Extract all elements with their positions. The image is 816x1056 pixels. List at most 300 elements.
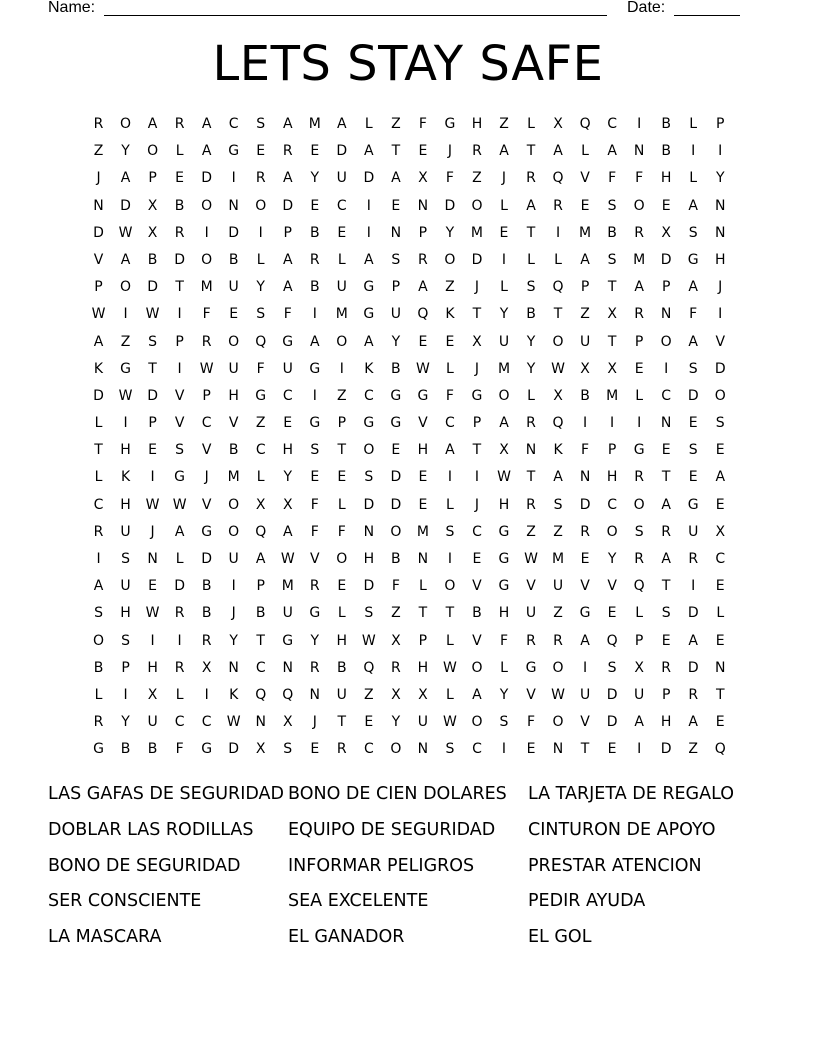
grid-letter: I [177,360,182,377]
grid-letter: I [123,306,128,323]
grid-letter: S [256,306,266,323]
grid-letter: L [554,251,562,268]
grid-letter: A [499,143,509,160]
grid-letter: M [633,251,646,268]
grid-letter: Z [364,686,374,703]
grid-letter: R [174,659,185,676]
grid-letter: I [637,415,642,432]
grid-letter: D [444,197,456,214]
grid-letter: S [445,741,455,758]
grid-letter: F [202,306,211,323]
grid-letter: D [687,605,699,622]
grid-letter: W [524,551,538,567]
grid-letter: I [150,632,155,649]
grid-letter: E [607,741,617,758]
grid-letter: O [471,197,483,214]
grid-letter: T [607,279,617,296]
grid-letter: O [714,387,726,404]
grid-letter: T [256,632,265,649]
grid-letter: E [661,442,671,459]
grid-letter: N [390,224,402,241]
grid-letter: W [91,306,106,323]
grid-letter: G [282,632,294,649]
grid-letter: J [474,360,480,377]
grid-letter: W [145,306,160,323]
grid-letter: C [201,415,212,432]
grid-letter: Z [337,387,347,404]
grid-letter: Q [282,686,294,703]
grid-letter: A [364,143,374,160]
grid-letter: U [552,578,564,595]
grid-letter: G [471,387,483,404]
grid-letter: U [282,605,293,622]
word-list-item: CINTURON DE APOYO [528,819,716,840]
grid-letter: I [123,415,128,432]
grid-letter: E [175,170,185,187]
grid-letter: T [472,442,482,459]
grid-letter: O [471,714,483,731]
grid-letter: X [147,686,158,703]
grid-letter: R [580,523,590,540]
grid-letter: J [447,143,452,160]
grid-letter: I [312,387,317,404]
grid-letter: R [255,170,266,187]
grid-letter: I [177,632,182,649]
grid-letter: R [526,496,536,513]
grid-letter: R [472,143,482,160]
grid-letter: Y [229,632,238,649]
grid-letter: S [553,496,563,513]
grid-letter: B [391,551,401,567]
grid-letter: A [282,251,293,268]
grid-letter: D [228,741,240,758]
grid-letter: B [472,605,482,622]
name-field-line[interactable] [104,15,607,16]
grid-letter: P [175,333,184,350]
word-list [48,777,768,956]
grid-letter: I [637,116,642,132]
grid-letter: W [443,714,457,731]
grid-letter: R [634,224,644,241]
grid-letter: K [445,306,455,323]
grid-letter: I [366,224,371,241]
grid-letter: T [391,143,401,160]
grid-letter: I [447,469,452,486]
grid-letter: A [309,333,320,350]
grid-letter: Q [255,686,267,703]
grid-letter: V [580,714,590,731]
grid-letter: C [336,197,347,214]
grid-letter: Z [553,523,563,540]
grid-letter: A [499,415,509,432]
grid-letter: O [120,116,132,132]
grid-letter: M [470,224,483,241]
grid-letter: G [255,387,267,404]
grid-letter: R [661,659,672,676]
grid-letter: P [337,415,347,432]
grid-letter: Y [121,714,130,731]
grid-row [85,329,734,356]
grid-letter: W [280,551,295,567]
grid-letter: X [607,306,617,323]
grid-letter: N [417,741,429,758]
grid-letter: R [309,578,320,595]
grid-letter: E [418,143,428,160]
grid-letter: A [364,251,374,268]
grid-letter: M [606,387,619,404]
grid-row [85,111,734,138]
grid-letter: E [688,469,698,486]
grid-letter: I [583,415,588,432]
grid-letter: D [471,251,483,268]
grid-letter: B [201,578,212,595]
grid-letter: C [661,387,672,404]
grid-letter: C [607,496,617,513]
grid-letter: G [498,523,510,540]
grid-letter: S [364,469,374,486]
date-field-line[interactable] [674,15,740,16]
grid-letter: D [147,387,158,404]
grid-letter: U [634,686,645,703]
grid-letter: B [661,116,671,132]
grid-letter: P [391,279,401,296]
grid-letter: A [688,714,698,731]
grid-letter: E [715,578,725,595]
grid-letter: F [175,741,184,758]
grid-letter: Q [255,333,267,350]
grid-letter: N [93,197,104,214]
grid-letter: I [691,578,696,595]
grid-letter: L [94,469,103,486]
grid-letter: B [228,251,239,268]
grid-letter: R [688,686,699,703]
grid-letter: E [337,469,347,486]
grid-letter: X [553,387,563,404]
grid-letter: M [200,279,213,296]
grid-letter: N [147,551,158,567]
grid-letter: N [417,551,429,567]
grid-letter: Y [391,714,401,731]
grid-letter: E [526,741,536,758]
grid-letter: A [93,578,104,595]
word-list-item: LA TARJETA DE REGALO [528,784,734,804]
grid-letter: M [497,360,511,377]
grid-letter: G [174,469,186,486]
grid-letter: M [552,551,565,567]
grid-letter: G [309,360,321,377]
grid-row [85,655,734,682]
grid-letter: L [500,659,508,676]
grid-letter: Y [283,469,293,486]
grid-letter: T [472,306,482,323]
grid-letter: U [147,714,158,731]
grid-letter: W [497,469,511,486]
grid-letter: U [228,551,239,567]
grid-letter: E [148,442,157,459]
grid-row [85,410,734,437]
grid-letter: R [309,251,320,268]
grid-letter: I [177,306,182,323]
grid-letter: A [201,143,212,160]
grid-letter: N [660,415,672,432]
grid-letter: U [579,686,591,703]
grid-letter: A [634,279,644,296]
grid-letter: J [501,170,507,187]
grid-letter: H [660,714,672,731]
grid-letter: L [527,387,535,404]
grid-letter: N [714,197,726,214]
grid-letter: I [339,360,344,377]
grid-letter: L [446,632,454,649]
grid-letter: U [579,333,591,350]
grid-letter: T [94,442,103,459]
grid-letter: W [118,387,133,404]
grid-letter: A [255,551,266,567]
grid-letter: R [526,632,536,649]
grid-letter: F [256,360,265,377]
grid-row [85,573,734,600]
grid-letter: V [174,387,185,404]
grid-row [85,628,734,655]
grid-letter: A [688,279,698,296]
grid-letter: S [607,659,617,676]
word-list-item: DOBLAR LAS RODILLAS [48,819,254,840]
grid-letter: H [228,387,239,404]
grid-letter: S [310,442,320,459]
grid-letter: A [445,442,455,459]
grid-letter: Z [580,306,590,323]
grid-letter: R [634,469,644,486]
grid-letter: D [174,578,185,595]
grid-row [85,220,734,247]
grid-letter: B [580,387,590,404]
grid-letter: E [580,551,590,567]
grid-letter: Q [714,741,726,758]
grid-letter: O [228,333,240,350]
grid-letter: E [256,143,266,160]
grid-letter: R [336,741,347,758]
grid-letter: G [93,741,104,758]
grid-letter: L [175,143,184,160]
grid-letter: I [204,686,209,703]
grid-letter: X [580,360,590,377]
grid-row [85,356,734,383]
grid-letter: H [417,659,429,676]
grid-letter: W [551,686,565,703]
grid-letter: L [500,279,508,296]
grid-letter: A [147,116,158,132]
grid-letter: L [635,605,644,622]
grid-row [85,383,734,410]
word-list-item: EL GOL [528,927,592,948]
grid-letter: E [148,578,157,595]
grid-letter: H [606,469,618,486]
grid-letter: A [282,116,293,132]
grid-letter: O [471,659,483,676]
grid-letter: A [661,551,671,567]
grid-letter: N [417,197,429,214]
grid-letter: E [310,741,320,758]
grid-letter: B [526,306,536,323]
grid-letter: J [231,605,236,622]
grid-letter: K [364,360,374,377]
grid-letter: O [633,496,645,513]
grid-letter: R [174,605,185,622]
grid-letter: R [174,116,185,132]
grid-letter: T [715,686,725,703]
grid-letter: H [498,496,510,513]
grid-letter: X [418,686,428,703]
grid-letter: F [283,306,292,323]
grid-letter: S [148,333,158,350]
grid-letter: N [255,714,266,731]
grid-letter: G [390,387,402,404]
grid-letter: Y [391,333,401,350]
grid-letter: P [580,279,590,296]
grid-letter: L [337,496,346,513]
grid-letter: G [525,659,537,676]
grid-letter: I [96,551,101,567]
grid-letter: C [607,116,617,132]
grid-letter: H [363,551,375,567]
grid-letter: E [715,442,725,459]
grid-letter: I [474,469,480,486]
grid-letter: V [418,415,428,432]
grid-letter: U [688,523,699,540]
grid-letter: V [174,415,185,432]
grid-letter: H [120,605,131,622]
grid-letter: O [552,659,564,676]
grid-letter: O [444,251,456,268]
grid-letter: A [715,469,726,486]
grid-letter: T [148,360,157,377]
grid-letter: E [283,415,293,432]
grid-letter: P [418,632,428,649]
grid-letter: D [336,143,348,160]
grid-letter: C [255,442,266,459]
grid-letter: E [688,415,698,432]
grid-letter: X [391,686,401,703]
date-label: Date: [627,0,666,16]
grid-letter: T [661,578,671,595]
grid-letter: U [498,333,510,350]
word-list-item: BONO DE CIEN DOLARES [288,784,507,804]
grid-letter: R [93,523,104,540]
grid-letter: F [391,578,400,595]
grid-letter: X [147,197,158,214]
grid-letter: U [336,686,347,703]
grid-letter: G [579,605,591,622]
grid-letter: R [661,523,672,540]
grid-letter: G [633,442,645,459]
grid-letter: W [199,360,214,377]
grid-letter: X [715,523,726,540]
grid-letter: D [390,496,402,513]
grid-letter: L [635,387,644,404]
grid-letter: J [312,714,317,731]
grid-letter: B [336,659,347,676]
grid-letter: T [175,279,184,296]
grid-letter: A [174,523,185,540]
grid-letter: P [202,387,211,404]
word-list-item: LAS GAFAS DE SEGURIDAD [48,784,284,804]
grid-letter: Z [445,279,455,296]
word-list-item: BONO DE SEGURIDAD [48,855,241,876]
grid-letter: G [498,578,510,595]
grid-letter: V [472,578,482,595]
grid-letter: R [634,551,644,567]
grid-letter: F [337,523,346,540]
grid-letter: O [255,197,267,214]
grid-letter: B [607,224,617,241]
grid-letter: N [552,741,564,758]
grid-letter: Q [552,279,564,296]
grid-letter: A [472,686,482,703]
grid-letter: B [120,741,131,758]
grid-letter: D [201,551,213,567]
grid-letter: O [93,632,105,649]
grid-letter: O [336,551,348,567]
grid-letter: C [174,714,185,731]
grid-letter: I [555,224,561,241]
grid-letter: O [606,523,618,540]
grid-letter: O [498,387,510,404]
grid-letter: W [415,360,430,377]
grid-letter: A [634,714,644,731]
grid-letter: B [93,659,104,676]
grid-letter: Q [363,659,375,676]
grid-letter: Y [607,551,617,567]
grid-letter: L [364,116,373,132]
grid-letter: P [716,116,725,132]
grid-letter: A [661,496,671,513]
grid-letter: H [498,605,510,622]
grid-letter: V [93,251,104,268]
grid-letter: S [121,632,130,649]
grid-letter: A [688,632,698,649]
grid-letter: S [688,360,698,377]
grid-letter: A [364,333,374,350]
grid-letter: X [255,496,266,513]
grid-letter: B [309,224,320,241]
grid-letter: D [120,197,131,214]
grid-letter: F [689,306,698,323]
grid-letter: R [526,415,536,432]
grid-letter: F [445,170,454,187]
grid-letter: E [607,605,617,622]
grid-letter: I [718,306,723,323]
grid-letter: R [201,333,212,350]
grid-letter: E [661,632,671,649]
grid-letter: J [150,523,155,540]
grid-letter: W [118,224,133,241]
grid-letter: Q [255,523,267,540]
grid-letter: L [527,116,535,132]
grid-letter: J [96,170,101,187]
grid-row [85,546,734,573]
grid-row [85,138,734,165]
grid-letter: A [120,170,131,187]
grid-letter: P [607,442,617,459]
grid-letter: V [715,333,726,350]
grid-letter: D [714,360,726,377]
grid-letter: C [282,387,293,404]
grid-letter: A [201,116,212,132]
grid-letter: J [204,469,209,486]
grid-letter: G [363,415,375,432]
grid-letter: E [310,197,320,214]
grid-letter: V [607,578,617,595]
